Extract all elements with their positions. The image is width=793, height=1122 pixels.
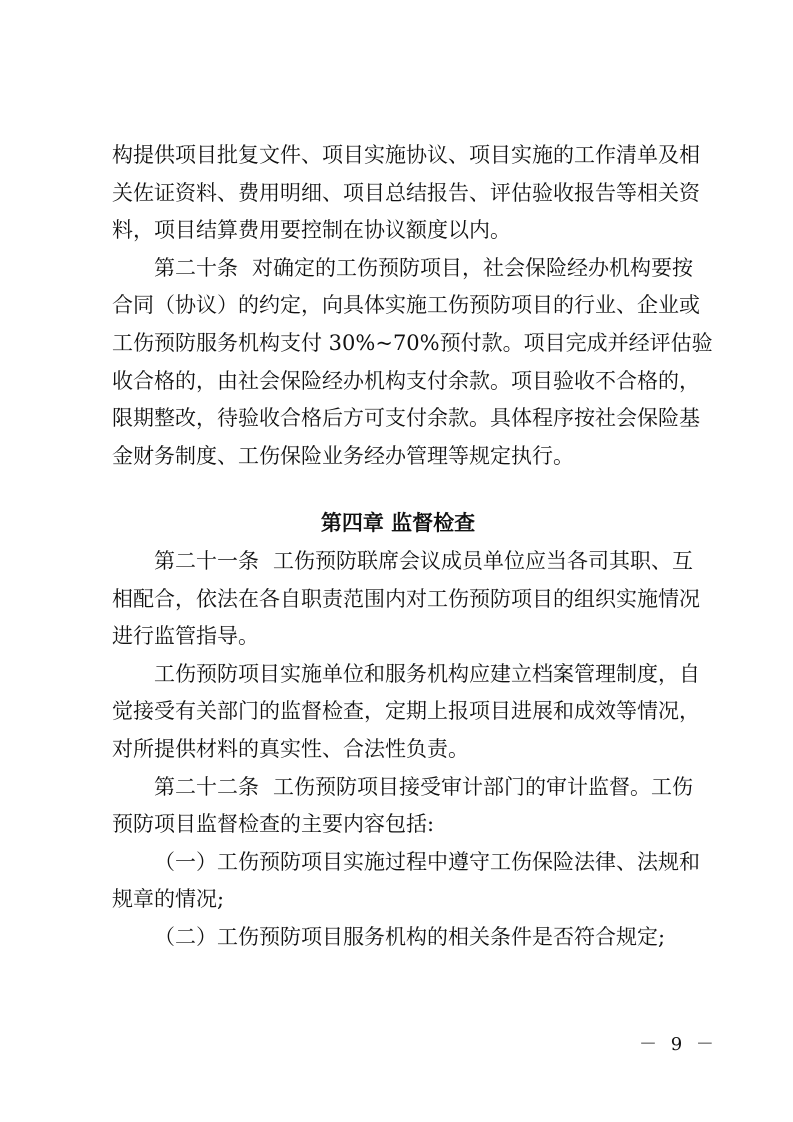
text-line: 工伤预防联席会议成员单位应当各司其职、互: [273, 548, 693, 573]
chapter-title: 第四章 监督检查: [320, 511, 476, 536]
article-22-first-line: [112, 769, 693, 807]
text-line: 预防项目监督检查的主要内容包括:: [112, 812, 435, 837]
article-21-first-line: [112, 543, 693, 581]
list-item: （一）工伤预防项目实施过程中遵守工伤保险法律、法规和: [154, 849, 700, 874]
text-line: 工伤预防项目接受审计部门的审计监督。工伤: [273, 774, 693, 799]
document-body: [112, 137, 713, 956]
article-22-label: 第二十二条: [154, 774, 259, 799]
text-line: 对确定的工伤预防项目，社会保险经办机构要按: [252, 255, 693, 280]
text-line: 金财务制度、工伤保险业务经办管理等规定执行。: [112, 443, 574, 468]
text-line: 收合格的，由社会保险经办机构支付余款。项目验收不合格的，: [112, 368, 700, 393]
text-line: 工伤预防服务机构支付 30%~70%预付款。项目完成并经评估验: [112, 330, 713, 355]
text-line: 工伤预防项目实施单位和服务机构应建立档案管理制度，自: [154, 661, 700, 686]
article-20-first-line: [112, 250, 693, 288]
text-line: 料，项目结算费用要控制在协议额度以内。: [112, 218, 511, 243]
text-line: 构提供项目批复文件、项目实施协议、项目实施的工作清单及相: [112, 143, 700, 167]
text-line: 觉接受有关部门的监督检查，定期上报项目进展和成效等情况，: [112, 699, 700, 724]
text-line: 进行监管指导。: [112, 624, 259, 649]
text-line: 规章的情况;: [112, 887, 225, 912]
section-gap: [112, 475, 684, 505]
page-number: － 9 －: [639, 1034, 718, 1055]
article-21-label: 第二十一条: [154, 548, 259, 573]
text-line: 限期整改，待验收合格后方可支付余款。具体程序按社会保险基: [112, 406, 700, 431]
text-line: 对所提供材料的真实性、合法性负责。: [112, 736, 469, 761]
text-line: 关佐证资料、费用明细、项目总结报告、评估验收报告等相关资: [112, 180, 700, 205]
text-line: 合同（协议）的约定，向具体实施工伤预防项目的行业、企业或: [112, 293, 700, 318]
list-item: （二）工伤预防项目服务机构的相关条件是否符合规定;: [154, 924, 666, 949]
article-20-label: 第二十条: [154, 255, 238, 280]
text-line: 相配合，依法在各自职责范围内对工伤预防项目的组织实施情况: [112, 586, 700, 611]
